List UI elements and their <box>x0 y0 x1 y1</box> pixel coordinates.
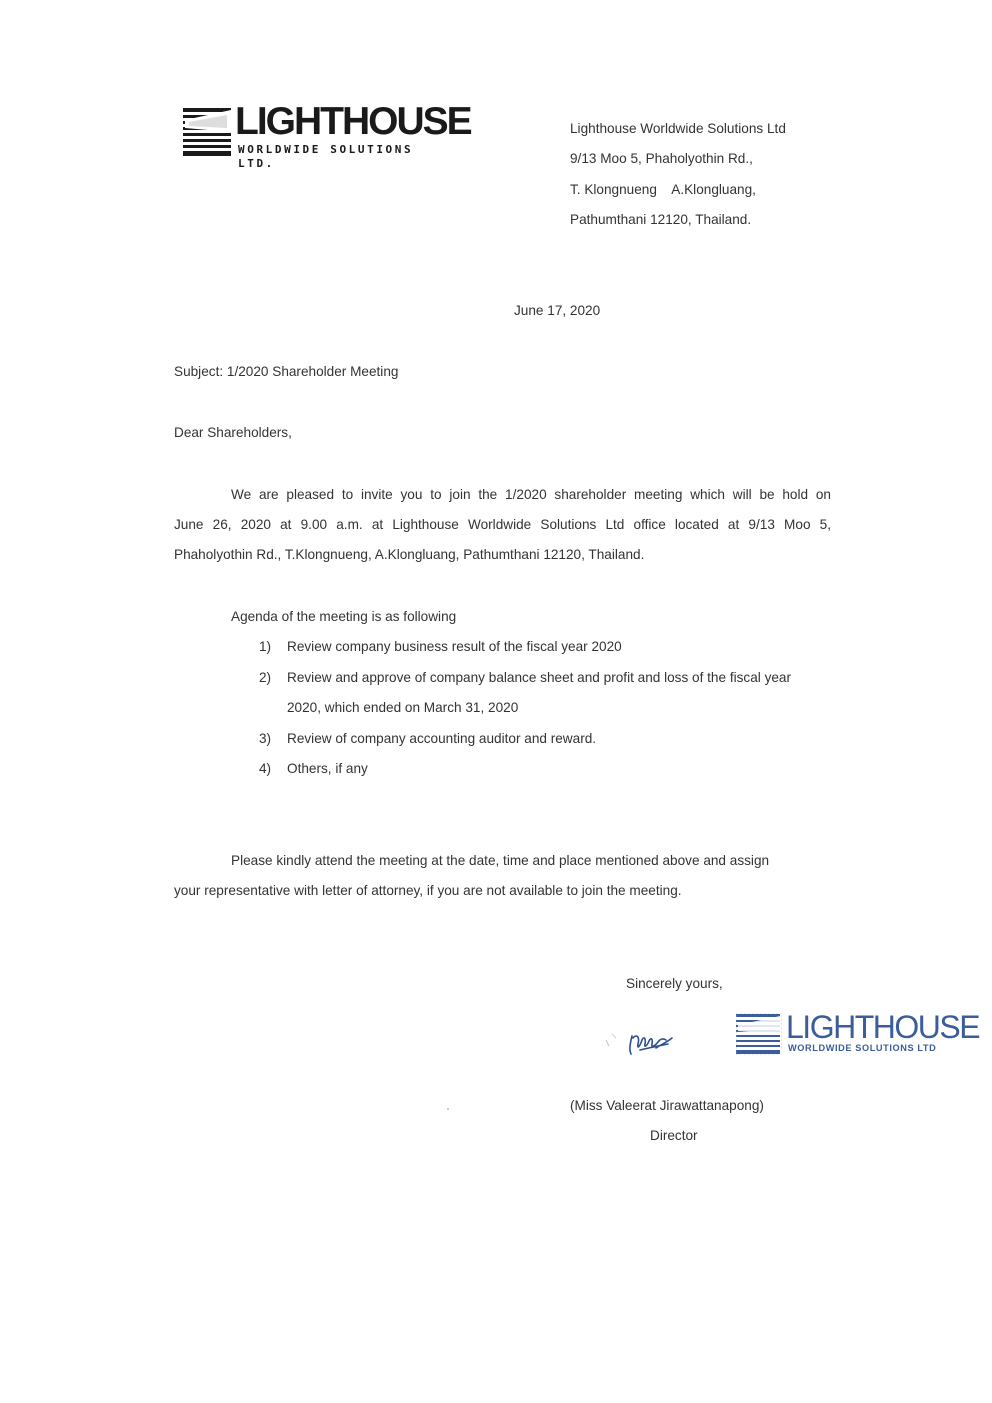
subject-line: Subject: 1/2020 Shareholder Meeting <box>174 364 399 379</box>
paragraph-line: We are pleased to invite you to join the 1/2020 shareholder meeting which will be hold on <box>231 487 831 502</box>
logo-tagline: WORLDWIDE SOLUTIONS LTD. <box>238 143 414 170</box>
company-logo <box>183 100 471 170</box>
paragraph-line: June 26, 2020 at 9.00 a.m. at Lighthouse Worldwide Solutions Ltd office located at 9/13 Moo 5, <box>174 517 831 532</box>
lighthouse-emblem-icon <box>736 1013 782 1055</box>
company-stamp <box>736 1009 980 1057</box>
stamp-wordmark: LIGHTHOUSE <box>786 1009 980 1045</box>
paragraph-line: your representative with letter of attorney, if you are not available to join the meeting. <box>174 883 682 898</box>
agenda-item-text: Review of company accounting auditor and reward. <box>287 731 597 746</box>
logo-wordmark: LIGHTHOUSE <box>235 100 471 143</box>
agenda-item-number: 2) <box>259 670 272 685</box>
agenda-item-number: 1) <box>259 639 272 654</box>
address-line: Lighthouse Worldwide Solutions Ltd <box>570 121 786 136</box>
stamp-tagline: WORLDWIDE SOLUTIONS LTD <box>788 1043 937 1053</box>
address-line: Pathumthani 12120, Thailand. <box>570 212 752 227</box>
agenda-item-number: 3) <box>259 731 272 746</box>
agenda-item-number: 4) <box>259 761 272 776</box>
address-line: T. Klongnueng A.Klongluang, <box>570 182 756 197</box>
address-line: 9/13 Moo 5, Phaholyothin Rd., <box>570 151 753 166</box>
letter-date: June 17, 2020 <box>514 303 601 318</box>
paragraph-line: Phaholyothin Rd., T.Klongnueng, A.Klongluang, Pathumthani 12120, Thailand. <box>174 547 645 562</box>
agenda-item-text: Review and approve of company balance sheet and profit and loss of the fiscal year <box>287 670 792 685</box>
agenda-item-text: 2020, which ended on March 31, 2020 <box>287 700 519 715</box>
signatory-name: (Miss Valeerat Jirawattanapong) <box>570 1098 764 1113</box>
paragraph-line: Please kindly attend the meeting at the date, time and place mentioned above and assign <box>231 853 770 868</box>
scan-speck <box>447 1108 449 1110</box>
salutation: Dear Shareholders, <box>174 425 292 440</box>
agenda-item-text: Others, if any <box>287 761 368 776</box>
signatory-title: Director <box>650 1128 698 1143</box>
lighthouse-emblem-icon <box>183 106 233 158</box>
signature <box>600 1026 680 1060</box>
agenda-heading: Agenda of the meeting is as following <box>231 609 457 624</box>
agenda-item-text: Review company business result of the fiscal year 2020 <box>287 639 622 654</box>
sign-off: Sincerely yours, <box>626 976 723 991</box>
